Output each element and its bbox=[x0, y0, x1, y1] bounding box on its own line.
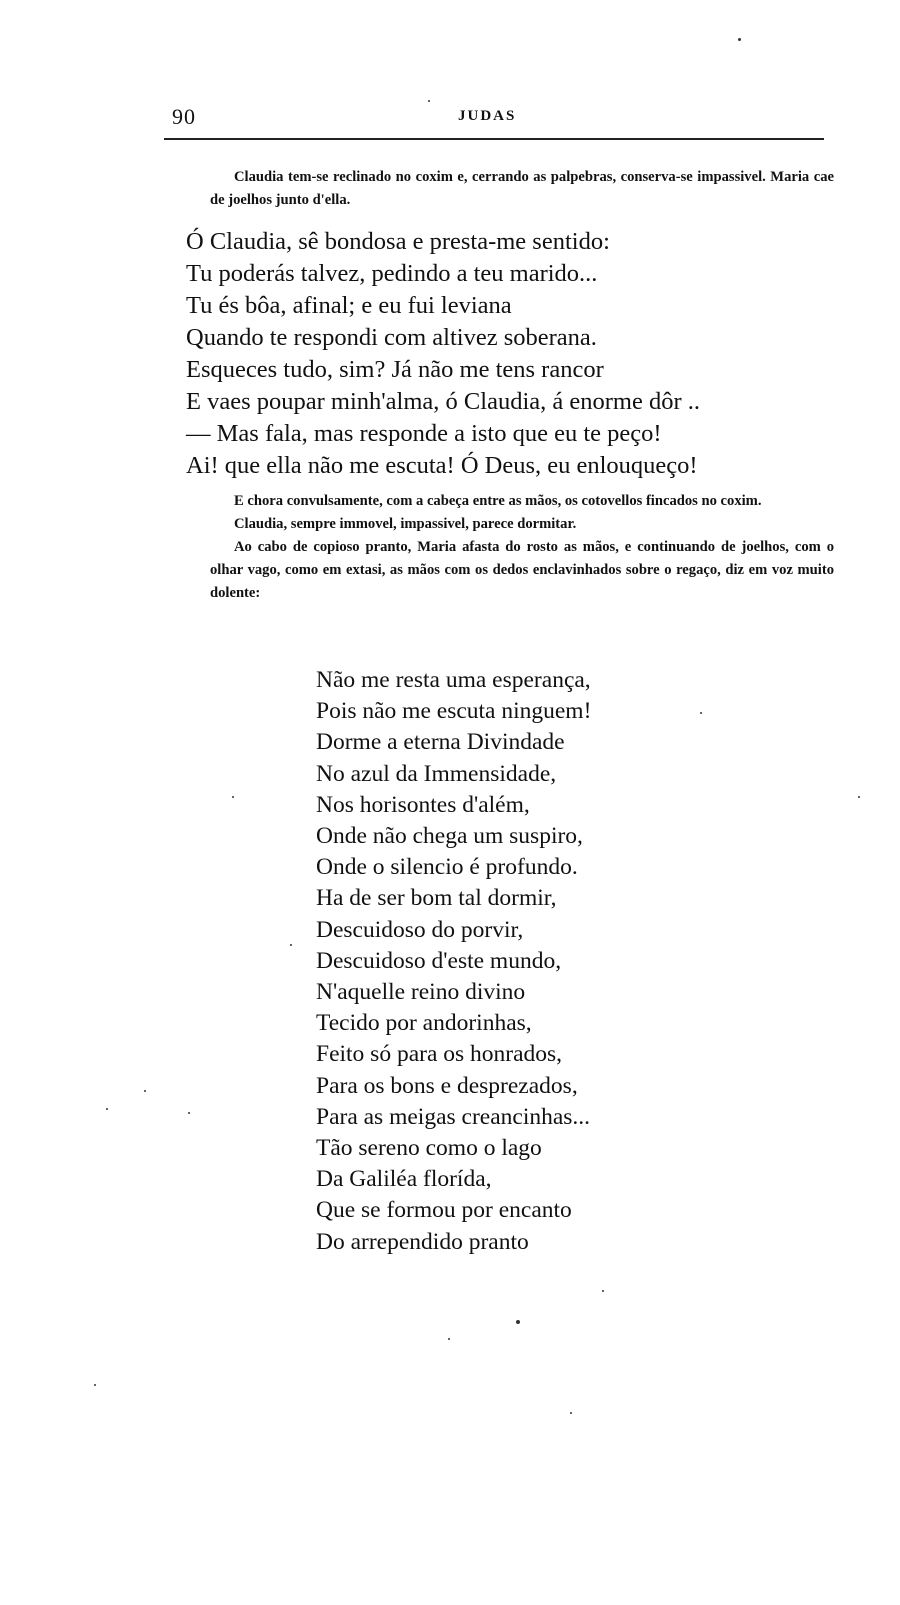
scan-speck bbox=[700, 712, 702, 714]
scan-speck bbox=[144, 1090, 146, 1092]
verse-line: Ó Claudia, sê bondosa e presta-me sentido: bbox=[186, 228, 610, 255]
verse-line: Para as meigas creancinhas... bbox=[316, 1103, 591, 1130]
verse-line: Do arrependido pranto bbox=[316, 1228, 529, 1255]
scan-speck bbox=[570, 1412, 572, 1414]
verse-line: Feito só para os honrados, bbox=[316, 1041, 563, 1068]
scan-speck bbox=[94, 1384, 96, 1386]
stage-direction-1 bbox=[210, 166, 834, 212]
stage-direction-paragraph: Ao cabo de copioso pranto, Maria afasta do rosto as mãos, e continuando de joelhos, com o olhar vago, como em extasi, as mãos com os dedos enclavinhados sobre o regaço, diz em voz muito dolente: bbox=[210, 539, 834, 601]
verse-line: Nos horisontes d'além, bbox=[316, 791, 530, 818]
scan-speck bbox=[738, 38, 741, 41]
scan-speck bbox=[106, 1108, 108, 1110]
page-number: 90 bbox=[172, 104, 196, 129]
scan-speck bbox=[602, 1290, 604, 1292]
stage-direction-paragraph: E chora convulsamente, com a cabeça entre as mãos, os cotovellos fincados no coxim. bbox=[234, 493, 762, 509]
scan-speck bbox=[290, 944, 292, 946]
verse-line: Esqueces tudo, sim? Já não me tens rancor bbox=[186, 356, 604, 383]
verse-line: Que se formou por encanto bbox=[316, 1197, 572, 1224]
verse-line: N'aquelle reino divino bbox=[316, 979, 526, 1006]
running-title: JUDAS bbox=[458, 108, 517, 124]
verse-line: Da Galiléa florída, bbox=[316, 1166, 492, 1193]
verse-line: E vaes poupar minh'alma, ó Claudia, á enorme dôr .. bbox=[186, 388, 700, 415]
verse-line: Tu poderás talvez, pedindo a teu marido... bbox=[186, 260, 598, 287]
scan-speck bbox=[232, 796, 234, 798]
stage-direction-paragraph: Claudia, sempre immovel, impassivel, parece dormitar. bbox=[234, 516, 577, 532]
verse-line: Não me resta uma esperança, bbox=[316, 667, 591, 693]
header-rule bbox=[164, 138, 824, 140]
verse-line: Ha de ser bom tal dormir, bbox=[316, 885, 557, 912]
verse-line: Tão sereno como o lago bbox=[316, 1135, 542, 1162]
verse-line: Ai! que ella não me escuta! Ó Deus, eu enlouqueço! bbox=[186, 452, 698, 479]
verse-line: Tecido por andorinhas, bbox=[316, 1010, 532, 1037]
stage-direction-paragraph: Claudia tem-se reclinado no coxim e, cerrando as palpebras, conserva-se impassivel. Maria cae de joelhos junto d'ella. bbox=[210, 169, 834, 208]
verse-line: — Mas fala, mas responde a isto que eu te peço! bbox=[186, 420, 662, 447]
verse-line: Onde o silencio é profundo. bbox=[316, 854, 578, 881]
verse-block-1 bbox=[186, 226, 700, 482]
scan-speck bbox=[858, 796, 860, 798]
verse-line: Quando te respondi com altivez soberana. bbox=[186, 324, 597, 351]
verse-line: Onde não chega um suspiro, bbox=[316, 823, 583, 850]
verse-line: Descuidoso d'este mundo, bbox=[316, 947, 562, 974]
verse-line: Pois não me escuta ninguem! bbox=[316, 698, 592, 725]
verse-line: Descuidoso do porvir, bbox=[316, 916, 524, 943]
verse-block-2 bbox=[316, 665, 591, 1258]
verse-line: Tu és bôa, afinal; e eu fui leviana bbox=[186, 292, 512, 319]
scan-speck bbox=[428, 100, 430, 102]
scan-speck bbox=[516, 1320, 520, 1324]
scan-speck bbox=[188, 1112, 190, 1114]
verse-line: Para os bons e desprezados, bbox=[316, 1072, 578, 1099]
verse-line: No azul da Immensidade, bbox=[316, 760, 557, 787]
scan-speck bbox=[448, 1338, 450, 1340]
stage-direction-2 bbox=[210, 490, 834, 605]
verse-line: Dorme a eterna Divindade bbox=[316, 729, 565, 756]
